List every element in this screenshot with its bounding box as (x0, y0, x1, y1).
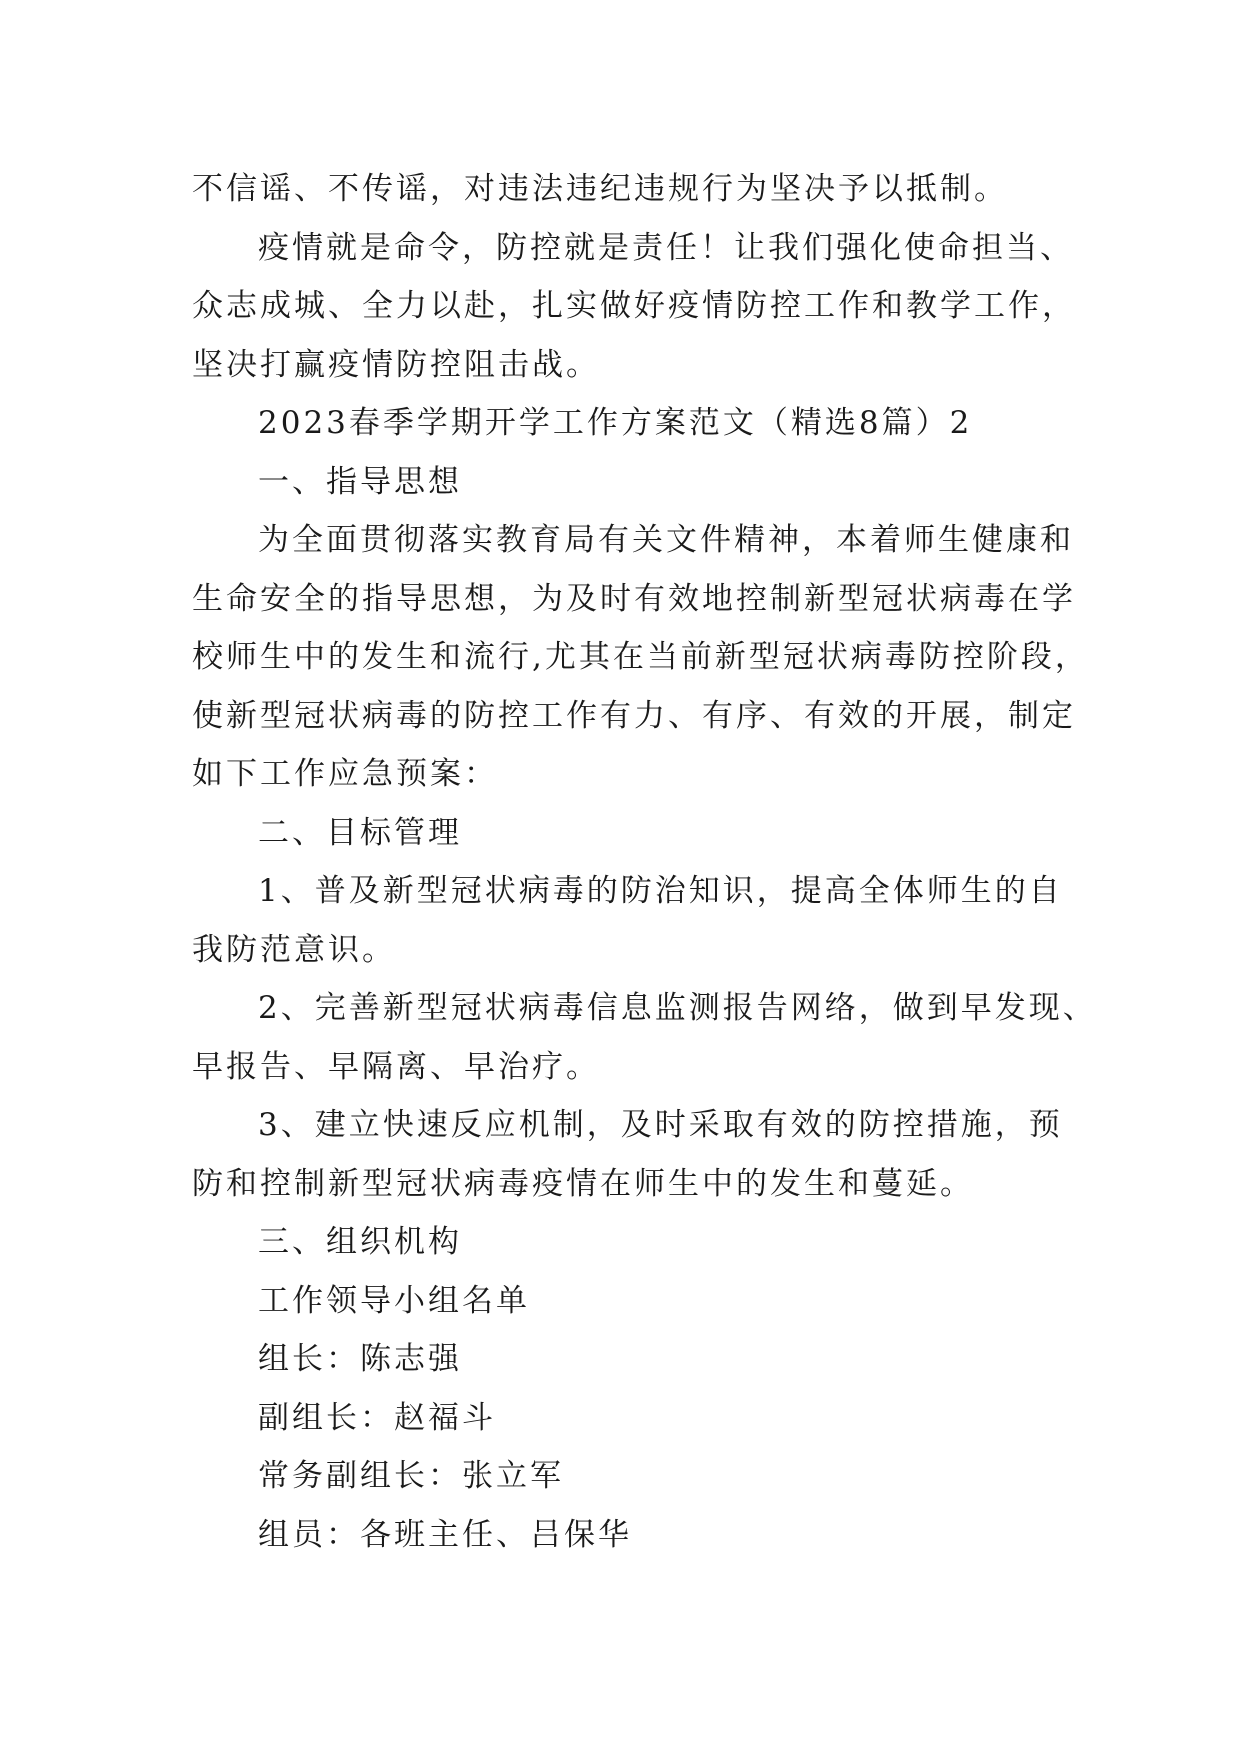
text-line: 组长：陈志强 (258, 1341, 462, 1377)
section-heading: 一、指导思想 (258, 463, 462, 500)
text-line: 副组长：赵福斗 (258, 1399, 496, 1436)
text-line: 使新型冠状病毒的防控工作有力、有序、有效的开展，制定 (192, 697, 1076, 734)
text-line: 早报告、早隔离、早治疗。 (192, 1048, 600, 1085)
text-line: 工作领导小组名单 (258, 1282, 530, 1319)
text-line: 如下工作应急预案： (192, 756, 498, 792)
text-line: 组员：各班主任、吕保华 (258, 1516, 632, 1553)
text-line: 防和控制新型冠状病毒疫情在师生中的发生和蔓延。 (192, 1165, 974, 1202)
list-item: 1、普及新型冠状病毒的防治知识，提高全体师生的自 (258, 873, 1063, 909)
text-line: 生命安全的指导思想，为及时有效地控制新型冠状病毒在学 (192, 580, 1076, 617)
text-line: 疫情就是命令，防控就是责任！让我们强化使命担当、 (258, 229, 1074, 266)
text-line: 常务副组长：张立军 (258, 1458, 564, 1494)
text-line: 校师生中的发生和流行,尤其在当前新型冠状病毒防控阶段， (192, 639, 1089, 675)
text-line: 我防范意识。 (192, 931, 396, 968)
list-item: 3、建立快速反应机制，及时采取有效的防控措施，预 (258, 1107, 1063, 1143)
text-line: 为全面贯彻落实教育局有关文件精神，本着师生健康和 (258, 522, 1074, 558)
section-heading: 三、组织机构 (258, 1224, 462, 1260)
section-title: 2023春季学期开学工作方案范文（精选8篇）2 (258, 405, 973, 441)
list-item: 2、完善新型冠状病毒信息监测报告网络，做到早发现、 (258, 990, 1097, 1026)
text-line: 不信谣、不传谣，对违法违纪违规行为坚决予以抵制。 (192, 171, 1008, 207)
document-body (192, 160, 1097, 1564)
section-heading: 二、目标管理 (258, 814, 462, 851)
text-line: 坚决打赢疫情防控阻击战。 (192, 346, 600, 383)
text-line: 众志成城、全力以赴，扎实做好疫情防控工作和教学工作， (192, 288, 1076, 324)
